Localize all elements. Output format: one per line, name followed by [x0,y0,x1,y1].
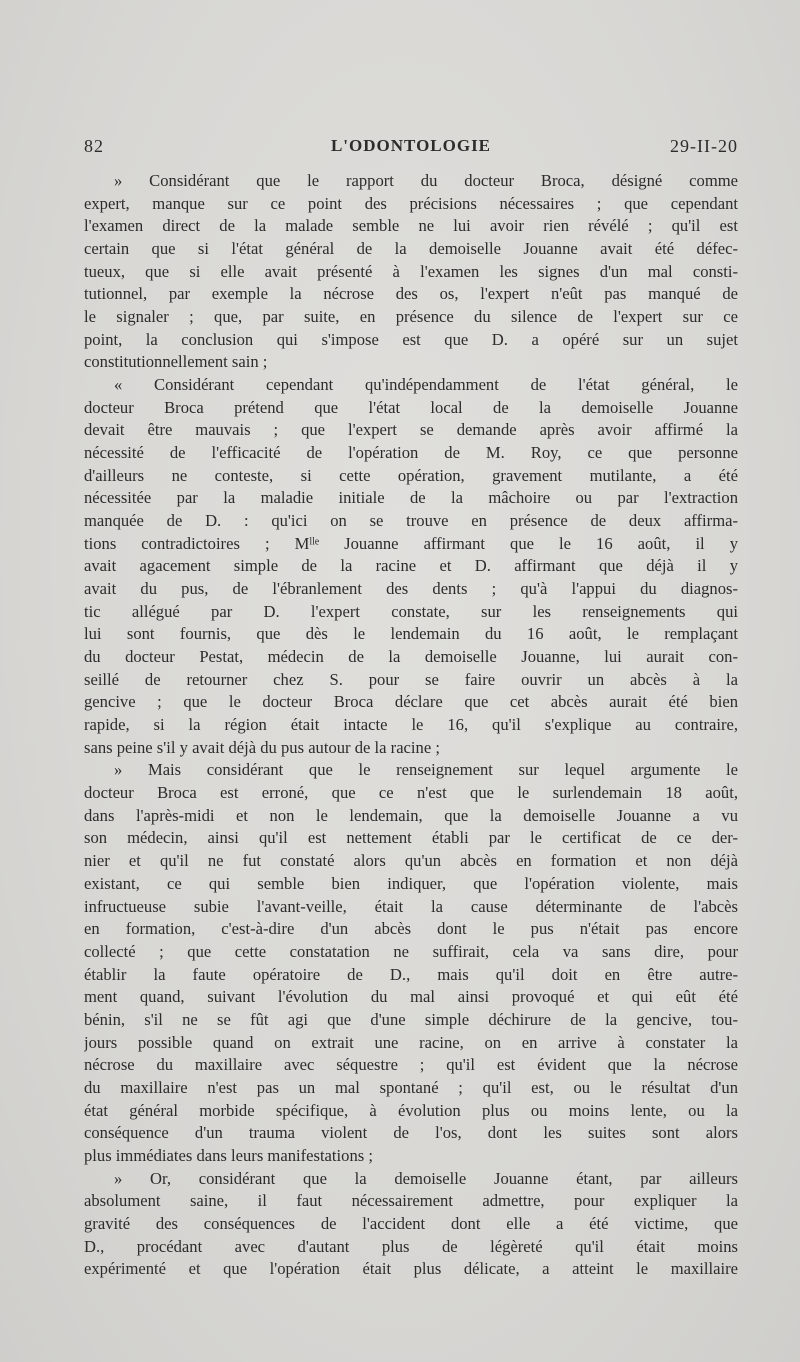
text-line: collecté ; que cette constatation ne suffirait, cela va sans dire, pour [84,941,738,961]
text-line: dans l'après-midi et non le lendemain, que la demoiselle Jouanne a vu [84,805,738,825]
text-line: point, la conclusion qui s'impose est que D. a opéré sur un sujet [84,329,738,349]
text-line: tic allégué par D. l'expert constate, sur les renseignements qui [84,601,738,621]
text-line: en formation, c'est-à-dire d'un abcès dont le pus n'était pas encore [84,919,738,939]
text-line: lui sont fournis, que dès le lendemain du 16 août, le remplaçant [84,624,738,644]
text-line: avait agacement simple de la racine et D. affirmant que déjà il y [84,556,738,576]
text-line: docteur Broca prétend que l'état local de la demoiselle Jouanne [84,397,738,417]
text-line: D., procédant avec d'autant plus de légèreté qu'il était moins [84,1236,738,1256]
text-line: existant, ce qui semble bien indiquer, que l'opération violente, mais [84,873,738,893]
text-line: tions contradictoires ; Mˡˡᵉ Jouanne affirmant que le 16 août, il y [84,533,738,553]
text-line: rapide, si la région était intacte le 16, qu'il s'explique au contraire, [84,715,738,735]
text-line: devait être mauvais ; que l'expert se demande après avoir affirmé la [84,420,738,440]
text-line: nécessité de l'efficacité de l'opération de M. Roy, ce que personne [84,443,738,463]
page-number: 82 [84,136,104,156]
text-line: infructueuse subie l'avant-veille, était la cause déterminante de l'abcès [84,896,738,916]
body-text [84,170,738,1281]
text-line: docteur Broca est erroné, que ce n'est que le surlendemain 18 août, [84,783,738,803]
text-line: « Considérant cependant qu'indépendamment de l'état général, le [114,375,738,395]
text-line: avait du pus, de l'ébranlement des dents ; qu'à l'appui du diagnos- [84,579,738,599]
text-line: » Considérant que le rapport du docteur Broca, désigné comme [114,171,738,190]
text-line: bénin, s'il ne se fût agi que d'une simple déchirure de la gencive, tou- [84,1009,738,1029]
text-line: constitutionnellement sain ; [84,352,268,372]
text-line: expert, manque sur ce point des précisions nécessaires ; que cependant [84,193,738,213]
text-line: absolument saine, il faut nécessairement admettre, pour expliquer la [84,1191,738,1211]
text-line: expérimenté et que l'opération était plus délicate, a atteint le maxillaire [84,1259,738,1279]
running-header [84,136,738,158]
text-line: son médecin, ainsi qu'il est nettement établi par le certificat de ce der- [84,828,738,848]
text-line: conséquence d'un trauma violent de l'os, dont les suites sont alors [84,1123,738,1143]
text-line: tutionnel, par exemple la nécrose des os, l'expert n'eût pas manqué de [84,284,738,304]
text-line: seillé de retourner chez S. pour se faire ouvrir un abcès à la [84,669,738,689]
text-line: gencive ; que le docteur Broca déclare que cet abcès aurait été bien [84,692,738,712]
text-line: du docteur Pestat, médecin de la demoiselle Jouanne, lui aurait con- [84,647,738,667]
text-line: » Or, considérant que la demoiselle Jouanne étant, par ailleurs [114,1168,738,1188]
text-line: établir la faute opératoire de D., mais qu'il doit en être autre- [84,964,738,984]
text-line: nier et qu'il ne fut constaté alors qu'un abcès en formation et non déjà [84,851,738,871]
text-line: plus immédiates dans leurs manifestations ; [84,1145,373,1165]
text-line: l'examen direct de la malade semble ne lui avoir rien révélé ; qu'il est [84,216,738,236]
text-line: manquée de D. : qu'ici on se trouve en présence de deux affirma- [84,511,738,531]
text-line: certain que si l'état général de la demoiselle Jouanne avait été défec- [84,239,738,259]
text-line: ment quand, suivant l'évolution du mal ainsi provoqué et qui eût été [84,987,738,1007]
text-line: tueux, que si elle avait présenté à l'examen les signes d'un mal consti- [84,261,738,281]
text-line: gravité des conséquences de l'accident dont elle a été victime, que [84,1213,738,1233]
text-line: état général morbide spécifique, à évolution plus ou moins lente, ou la [84,1100,738,1120]
issue-date: 29-II-20 [670,136,738,156]
text-line: » Mais considérant que le renseignement sur lequel argumente le [114,760,738,780]
text-line: nécessitée par la maladie initiale de la mâchoire ou par l'extraction [84,488,738,508]
text-line: d'ailleurs ne conteste, si cette opération, gravement mutilante, a été [84,465,738,485]
text-line: sans peine s'il y avait déjà du pus autour de la racine ; [84,737,440,757]
text-line: du maxillaire n'est pas un mal spontané ; qu'il est, ou le résultat d'un [84,1077,738,1097]
text-line: le signaler ; que, par suite, en présence du silence de l'expert sur ce [84,307,738,327]
text-line: nécrose du maxillaire avec séquestre ; qu'il est évident que la nécrose [84,1055,738,1075]
journal-title: L'ODONTOLOGIE [330,136,492,155]
text-line: jours possible quand on extrait une racine, on en arrive à constater la [84,1032,738,1052]
